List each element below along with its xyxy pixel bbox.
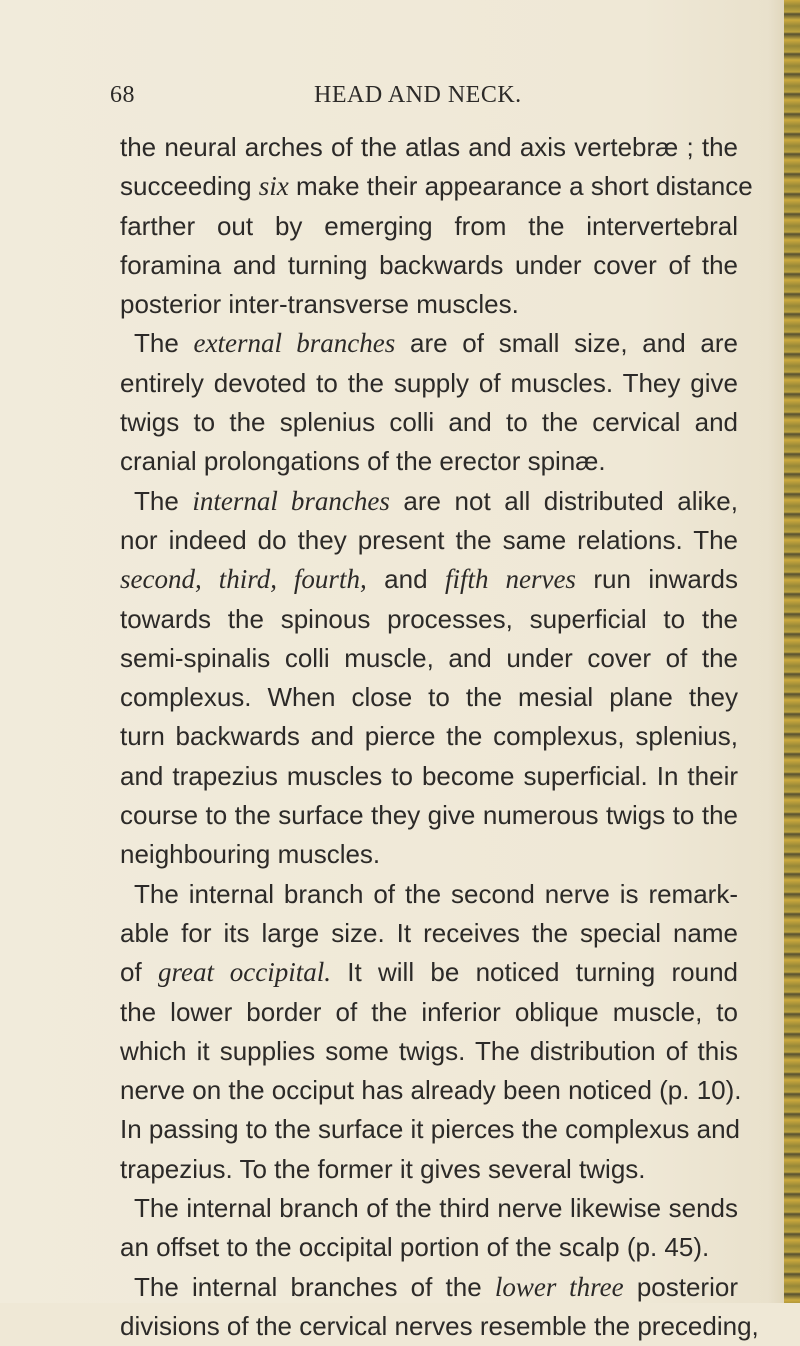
text-line: [120, 364, 738, 403]
text-line: [120, 914, 738, 953]
text-run: the lower border of the inferior oblique muscle, to: [120, 996, 738, 1027]
text-line: [120, 560, 738, 599]
text-run: trapezius. To the former it gives several twigs.: [120, 1153, 646, 1184]
text-line: [120, 875, 738, 914]
text-run: neighbouring muscles.: [120, 839, 381, 870]
text-run: of: [120, 957, 158, 988]
text-run: The: [134, 328, 194, 359]
text-line: [120, 835, 738, 874]
running-title: HEAD AND NECK.: [314, 82, 522, 108]
text-line: [120, 1228, 738, 1267]
text-run: run inwards: [575, 564, 739, 595]
text-run: posterior inter-transverse muscles.: [120, 289, 519, 320]
text-run: entirely devoted to the supply of muscles. They give: [120, 367, 738, 398]
text-line: [120, 442, 738, 481]
text-line: [120, 128, 738, 167]
text-line: [120, 639, 738, 678]
text-run: The: [134, 485, 193, 516]
italic-run: second, third, fourth,: [120, 564, 367, 595]
text-run: In passing to the surface it pierces the complexus and: [120, 1114, 741, 1145]
text-run: foramina and turning backwards under cover of the: [120, 249, 738, 280]
text-line: [120, 324, 738, 363]
text-line: [120, 246, 738, 285]
text-run: and trapezius muscles to become superficial. In their: [120, 760, 738, 791]
text-line: [120, 1268, 738, 1307]
text-line: [120, 717, 738, 756]
text-line: [120, 285, 738, 324]
text-run: divisions of the cervical nerves resemble the preceding,: [120, 1310, 759, 1341]
text-run: semi-spinalis colli muscle, and under cover of the: [120, 642, 738, 673]
text-run: posterior: [623, 1271, 738, 1302]
text-line: [120, 1071, 742, 1110]
text-run: farther out by emerging from the intervertebral: [120, 210, 738, 241]
text-run: complexus. When close to the mesial plane they: [120, 682, 738, 713]
text-run: succeeding: [120, 171, 259, 202]
text-line: [120, 1307, 759, 1346]
text-line: [120, 403, 738, 442]
text-run: an offset to the occipital portion of the scalp (p. 45).: [120, 1232, 710, 1263]
text-run: the neural arches of the atlas and axis vertebræ ; the: [120, 132, 738, 162]
text-run: nerve on the occiput has already been noticed (p. 10).: [120, 1075, 742, 1106]
text-line: [120, 600, 738, 639]
text-run: which it supplies some twigs. The distribution of this: [120, 1035, 738, 1066]
text-run: nor indeed do they present the same relations. The: [120, 524, 738, 555]
page-header: [110, 82, 730, 112]
italic-run: fifth nerves: [444, 564, 576, 595]
text-line: [120, 796, 738, 835]
text-run: able for its large size. It receives the special name: [120, 917, 738, 948]
text-run: and: [366, 564, 445, 595]
text-run: twigs to the splenius colli and to the cervical and: [120, 407, 738, 438]
text-run: The internal branches of the: [134, 1271, 495, 1302]
text-run: cranial prolongations of the erector spinæ.: [120, 446, 606, 477]
text-run: The internal branch of the third nerve likewise sends: [134, 1193, 738, 1224]
text-line: [120, 1110, 741, 1149]
italic-run: external branches: [193, 328, 396, 359]
page-edge: [784, 0, 800, 1303]
text-line: [120, 521, 738, 560]
text-run: towards the spinous processes, superficial to the: [120, 603, 738, 634]
italic-run: internal branches: [192, 485, 390, 516]
text-line: [120, 1150, 738, 1189]
text-run: It will be noticed turning round: [331, 957, 738, 988]
text-run: The internal branch of the second nerve is remark-: [134, 878, 738, 909]
italic-run: six: [258, 171, 289, 202]
text-run: turn backwards and pierce the complexus, splenius,: [120, 721, 738, 752]
text-line: [120, 207, 738, 246]
text-line: [120, 1032, 738, 1071]
text-line: [120, 167, 753, 206]
text-line: [120, 678, 738, 717]
italic-run: lower three: [494, 1271, 624, 1302]
page-number: 68: [110, 82, 135, 108]
text-run: are of small size, and are: [395, 328, 738, 359]
text-line: [120, 757, 738, 796]
text-run: are not all distributed alike,: [389, 485, 738, 516]
text-run: course to the surface they give numerous twigs to the: [120, 800, 738, 831]
text-run: make their appearance a short distance: [288, 171, 753, 202]
italic-run: great occipital.: [157, 957, 331, 988]
text-line: [120, 1189, 738, 1228]
text-line: [120, 993, 738, 1032]
text-line: [120, 482, 738, 521]
body-text: [120, 128, 759, 1346]
text-line: [120, 953, 738, 992]
